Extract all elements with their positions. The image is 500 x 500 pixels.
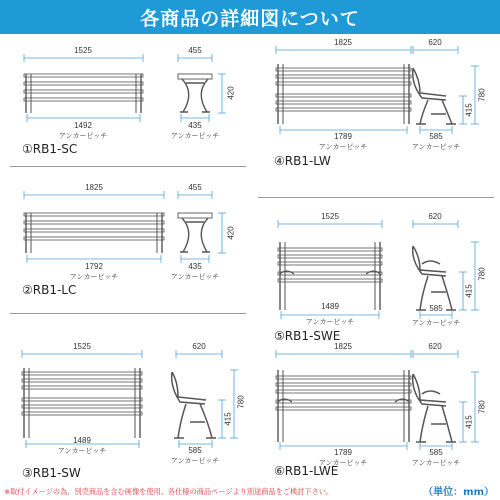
anchor-pitch-label: アンカーピッチ — [411, 144, 461, 151]
bench-drawing-swe — [250, 212, 500, 347]
depth-anchor-label: 435 — [188, 121, 202, 130]
product-panel-sw — [0, 342, 250, 482]
model-name-sc: ①RB1-SC — [22, 142, 78, 156]
anchor-pitch-label: アンカーピッチ — [57, 448, 107, 455]
page-header — [0, 0, 500, 34]
anchor-label: 1789 — [334, 448, 352, 457]
depth-label: 620 — [192, 342, 206, 351]
height-label: 420 — [226, 226, 236, 240]
model-name-swe: ⑤RB1-SWE — [274, 329, 341, 343]
anchor-pitch-label: アンカーピッチ — [58, 133, 108, 140]
model-name-lw: ④RB1-LW — [274, 154, 331, 168]
width-label: 1525 — [321, 212, 339, 221]
depth-label: 620 — [428, 342, 442, 351]
seat-height-label: 415 — [464, 284, 474, 298]
depth-anchor-label: 585 — [429, 304, 443, 313]
depth-anchor-label: 435 — [188, 262, 202, 271]
anchor-label: 1489 — [321, 302, 339, 311]
anchor-label: 1792 — [85, 262, 103, 271]
anchor-pitch-label: アンカーピッチ — [318, 144, 368, 151]
anchor-label: 1489 — [73, 436, 91, 445]
depth-anchor-label: 585 — [188, 446, 202, 455]
anchor-label: 1789 — [334, 132, 352, 141]
anchor-pitch-label: アンカーピッチ — [170, 133, 220, 140]
anchor-pitch-label: アンカーピッチ — [411, 460, 461, 467]
width-label: 1825 — [85, 183, 103, 192]
height-label: 780 — [477, 267, 487, 281]
divider — [10, 166, 246, 167]
model-name-lc: ②RB1-LC — [22, 283, 77, 297]
depth-anchor-label: 585 — [429, 448, 443, 457]
seat-height-label: 415 — [464, 415, 474, 429]
unit-label: （単位：mm） — [423, 487, 494, 498]
height-label: 780 — [236, 395, 246, 409]
page-title: 各商品の詳細図について — [140, 7, 360, 30]
width-label: 1525 — [74, 46, 92, 55]
anchor-pitch-label: アンカーピッチ — [170, 274, 220, 281]
seat-height-label: 415 — [223, 412, 233, 426]
depth-label: 620 — [428, 212, 442, 221]
product-panel-lwe — [250, 342, 500, 482]
divider — [10, 313, 246, 314]
anchor-pitch-label: アンカーピッチ — [170, 458, 220, 465]
height-label: 780 — [477, 400, 487, 414]
footer-note: ※取付イメージの為、別売商品を含む画像を使用。各仕様の商品ページより別途商品をご検討下さい。 — [4, 487, 334, 496]
anchor-pitch-label: アンカーピッチ — [69, 274, 119, 281]
depth-label: 620 — [428, 38, 442, 47]
width-label: 1825 — [334, 38, 352, 47]
height-label: 780 — [477, 88, 487, 102]
depth-label: 455 — [188, 46, 202, 55]
model-name-lwe: ⑥RB1-LWE — [274, 464, 339, 478]
bench-drawing-lwe — [250, 342, 500, 482]
height-label: 420 — [226, 86, 236, 100]
anchor-label: 1492 — [74, 121, 92, 130]
model-name-sw: ③RB1-SW — [22, 466, 81, 480]
anchor-pitch-label: アンカーピッチ — [318, 460, 368, 467]
seat-height-label: 415 — [464, 103, 474, 117]
anchor-pitch-label: アンカーピッチ — [411, 320, 461, 327]
depth-label: 455 — [188, 183, 202, 192]
product-panel-swe — [250, 212, 500, 347]
width-label: 1525 — [73, 342, 91, 351]
divider — [258, 197, 494, 198]
width-label: 1825 — [334, 342, 352, 351]
product-panel-sc — [0, 38, 250, 158]
anchor-pitch-label: アンカーピッチ — [305, 319, 355, 326]
product-panel-lc — [0, 175, 250, 300]
depth-anchor-label: 585 — [429, 132, 443, 141]
product-panel-lw — [250, 38, 500, 178]
